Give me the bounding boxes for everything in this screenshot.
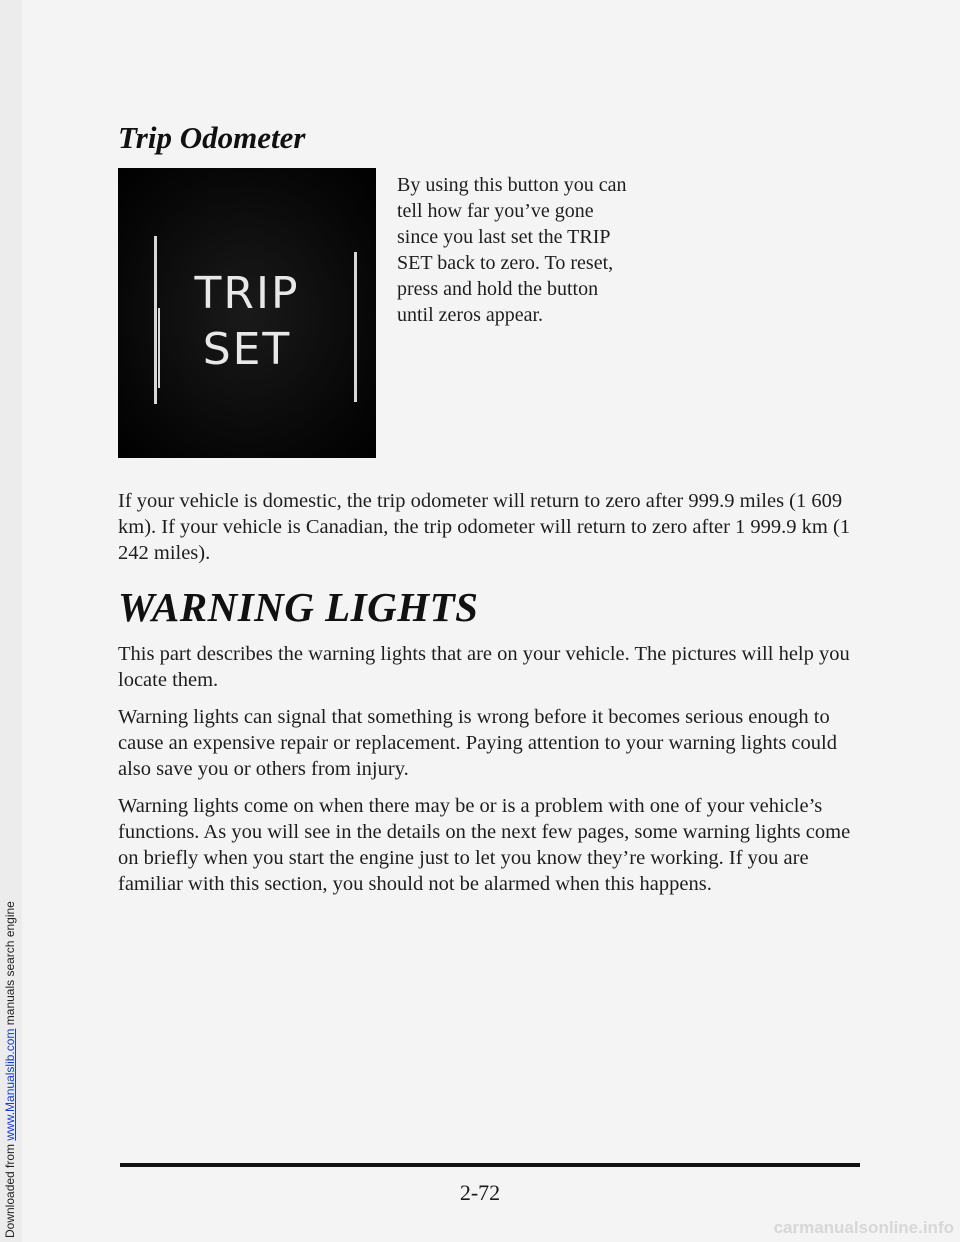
trip-label: TRIP — [194, 268, 300, 319]
manualslib-link[interactable]: www.Manualslib.com — [3, 1028, 17, 1141]
page-number: 2-72 — [459, 1180, 501, 1205]
button-left-edge — [154, 236, 157, 404]
download-notice — [3, 0, 17, 1242]
trip-set-button-photo — [118, 168, 376, 458]
download-prefix: Downloaded from — [3, 1140, 17, 1238]
warning-lights-para-1: This part describes the warning lights that are on your vehicle. The pictures will help you locate them. — [118, 643, 850, 691]
warning-lights-heading: WARNING LIGHTS — [118, 584, 479, 630]
trip-button-description: By using this button you can tell how far you’ve gone since you last set the TRIP SET back to zero. To reset, press and hold the button until zeros appear. — [397, 174, 627, 326]
footer-rule — [120, 1163, 860, 1167]
warning-lights-para-3: Warning lights come on when there may be or is a problem with one of your vehicle’s functions. As you will see in the details on the next few pages, some warning lights come on briefly when you start the engine just to let you know they’re working. If you are familiar with this section, you should not be alarmed when this happens. — [118, 795, 851, 895]
section-title-trip-odometer: Trip Odometer — [118, 120, 306, 155]
download-suffix: manuals search engine — [3, 901, 17, 1029]
warning-lights-para-2: Warning lights can signal that something is wrong before it becomes serious enough to cause an expensive repair or replacement. Paying attention to your warning lights could also save you or others from injury. — [118, 706, 837, 780]
watermark: carmanualsonline.info — [773, 1218, 954, 1237]
trip-odometer-rollover-text: If your vehicle is domestic, the trip odometer will return to zero after 999.9 miles (1 609 km). If your vehicle is Canadian, the trip odometer will return to zero after 1 999.9 km (1 242 miles). — [118, 490, 851, 564]
set-label: SET — [202, 324, 292, 375]
